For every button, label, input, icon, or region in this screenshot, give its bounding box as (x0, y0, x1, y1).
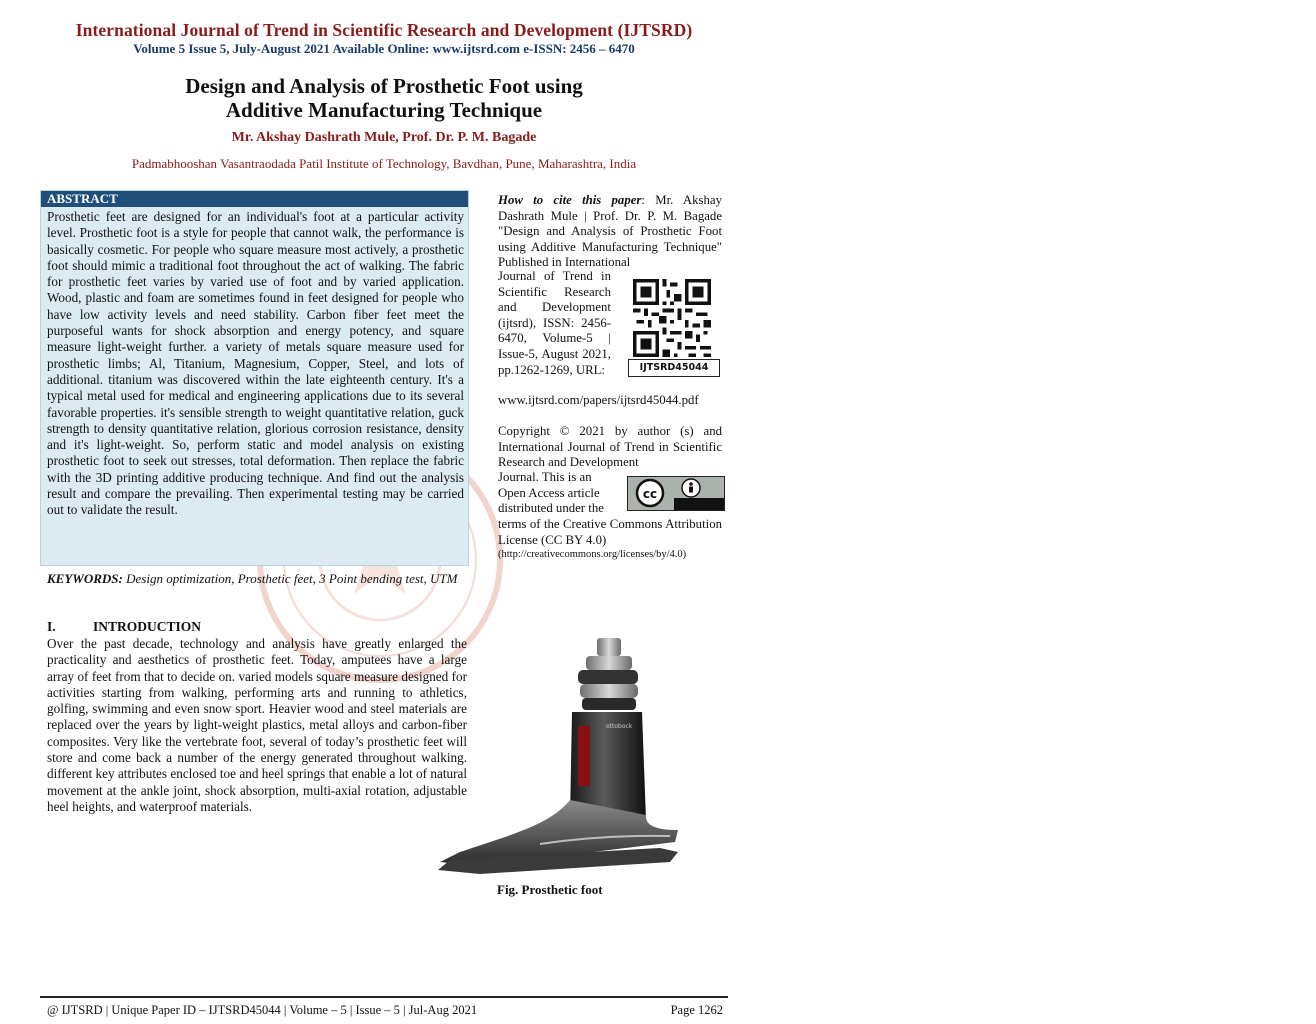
keywords-label: KEYWORDS: (47, 571, 123, 586)
citation-url[interactable]: www.ijtsrd.com/papers/ijtsrd45044.pdf (498, 393, 699, 407)
cc-icon (628, 477, 724, 510)
qr-paper-id: IJTSRD45044 (628, 359, 720, 377)
copyright-text-narrow: Journal. This is an Open Access article distributed under the (498, 470, 604, 516)
section-heading-introduction (47, 619, 201, 635)
cc-by-badge[interactable] (627, 476, 1316, 982)
page-number: Page 1262 (670, 1003, 723, 1017)
copyright-text: Copyright © 2021 by author (s) and International Journal of Trend in Scientific Research and Development (498, 424, 722, 470)
qr-code-icon (631, 279, 713, 357)
cc-by-label: BY (1306, 974, 1316, 982)
citation-text-narrow: Journal of Trend in Scientific Research and Development (ijtsrd), ISSN: 2456-6470, Volume-5 | Issue-5, August 2021, pp.1262-1269, URL: (498, 269, 611, 377)
figure-caption: Fig. Prosthetic foot (497, 882, 603, 897)
prosthetic-foot-image (420, 630, 720, 880)
paper-title (0, 74, 768, 122)
keywords (47, 571, 467, 587)
section-title: INTRODUCTION (93, 619, 202, 634)
copyright-license: terms of the Creative Commons Attribution License (CC BY 4.0) (498, 517, 722, 547)
title-line-2: Additive Manufacturing Technique (225, 98, 543, 122)
citation-label: How to cite this paper (498, 193, 642, 207)
citation-block (498, 193, 722, 271)
affiliation: Padmabhooshan Vasantraodada Patil Institute of Technology, Bavdhan, Pune, Maharashtra, India (131, 156, 637, 171)
section-number: I. (47, 619, 56, 634)
volume-line: Volume 5 Issue 5, July-August 2021 Available Online: www.ijtsrd.com e-ISSN: 2456 – 6470 (133, 41, 635, 56)
title-line-1: Design and Analysis of Prosthetic Foot using (185, 74, 583, 98)
abstract-box (40, 190, 469, 566)
authors: Mr. Akshay Dashrath Mule, Prof. Dr. P. M. Bagade (231, 130, 537, 145)
svg-text:cc: cc (642, 487, 658, 501)
abstract-text: Prosthetic feet are designed for an individual's foot at a particular activity level. Prosthetic foot is a style for people that cannot walk, the performance is basically cosmetic. For people who square measure most actively, a prosthetic foot should mimic a traditional foot throughout the act of walking. The fabric for prosthetic feet varies by varied use of foot and by varied application. Wood, plastic and foam are sometimes found in feet designed for people who have low activity levels and need stability. Carbon fiber feet meet the purposeful wants for shock absorption and energy potency, and square measure light-weight further. a variety of metals square measure used for prosthetic limbs; Al, Titanium, Magnesium, Copper, Steel, and lots of additional. titanium was discovered within the late eighteenth century. It's a typical metal used for medical and engineering applications due to its several favorable properties. it's sensible strength to weight quantitative relation, guck strength to density quantitative relation, glorious corrosion resistance, density and it's light-weight. So, perform static and model analysis on existing prosthetic foot to seek out stresses, total deformation. Then replace the fabric with the 3D printing additive producing technique. And find out the analysis result and compare the prevailing. Then experimental testing may be carried out to validate the result. (47, 209, 464, 518)
journal-title: International Journal of Trend in Scientific Research and Development (IJTSRD) (75, 20, 693, 40)
keywords-text: Design optimization, Prosthetic feet, 3 Point bending test, UTM (126, 571, 458, 586)
introduction-text: Over the past decade, technology and analysis have greatly enlarged the practicality and aesthetics of prosthetic feet. Today, amputees have a large array of feet from that to decide on. varied models square measure designed for activities starting from walking, performing arts and running to athletics, golfing, swimming and even snow sport. Heavier wood and steel materials are replaced over the years by light-weight plastics, metal alloys and carbon-fiber composites. Very like the vertebrate foot, several of today’s prosthetic feet will store and come back a number of the energy generated throughout walking. different key attributes enclosed toe and heel springs that enable a lot of natural movement at the ankle joint, shock absorption, multi-axial rotation, adjustable heel heights, and waterproof materials. (47, 636, 467, 814)
abstract-heading: ABSTRACT (41, 191, 468, 207)
citation-text: : Mr. Akshay Dashrath Mule | Prof. Dr. P. M. Bagade "Design and Analysis of Prosthetic Foot using Additive Manufacturing Technique" Published in International (498, 193, 722, 270)
footer-divider (40, 996, 728, 998)
license-url[interactable]: (http://creativecommons.org/licenses/by/4.0) (498, 549, 687, 560)
svg-text:ottobock: ottobock (606, 723, 633, 730)
footer-info: @ IJTSRD | Unique Paper ID – IJTSRD45044 | Volume – 5 | Issue – 5 | Jul-Aug 2021 (47, 1003, 478, 1017)
